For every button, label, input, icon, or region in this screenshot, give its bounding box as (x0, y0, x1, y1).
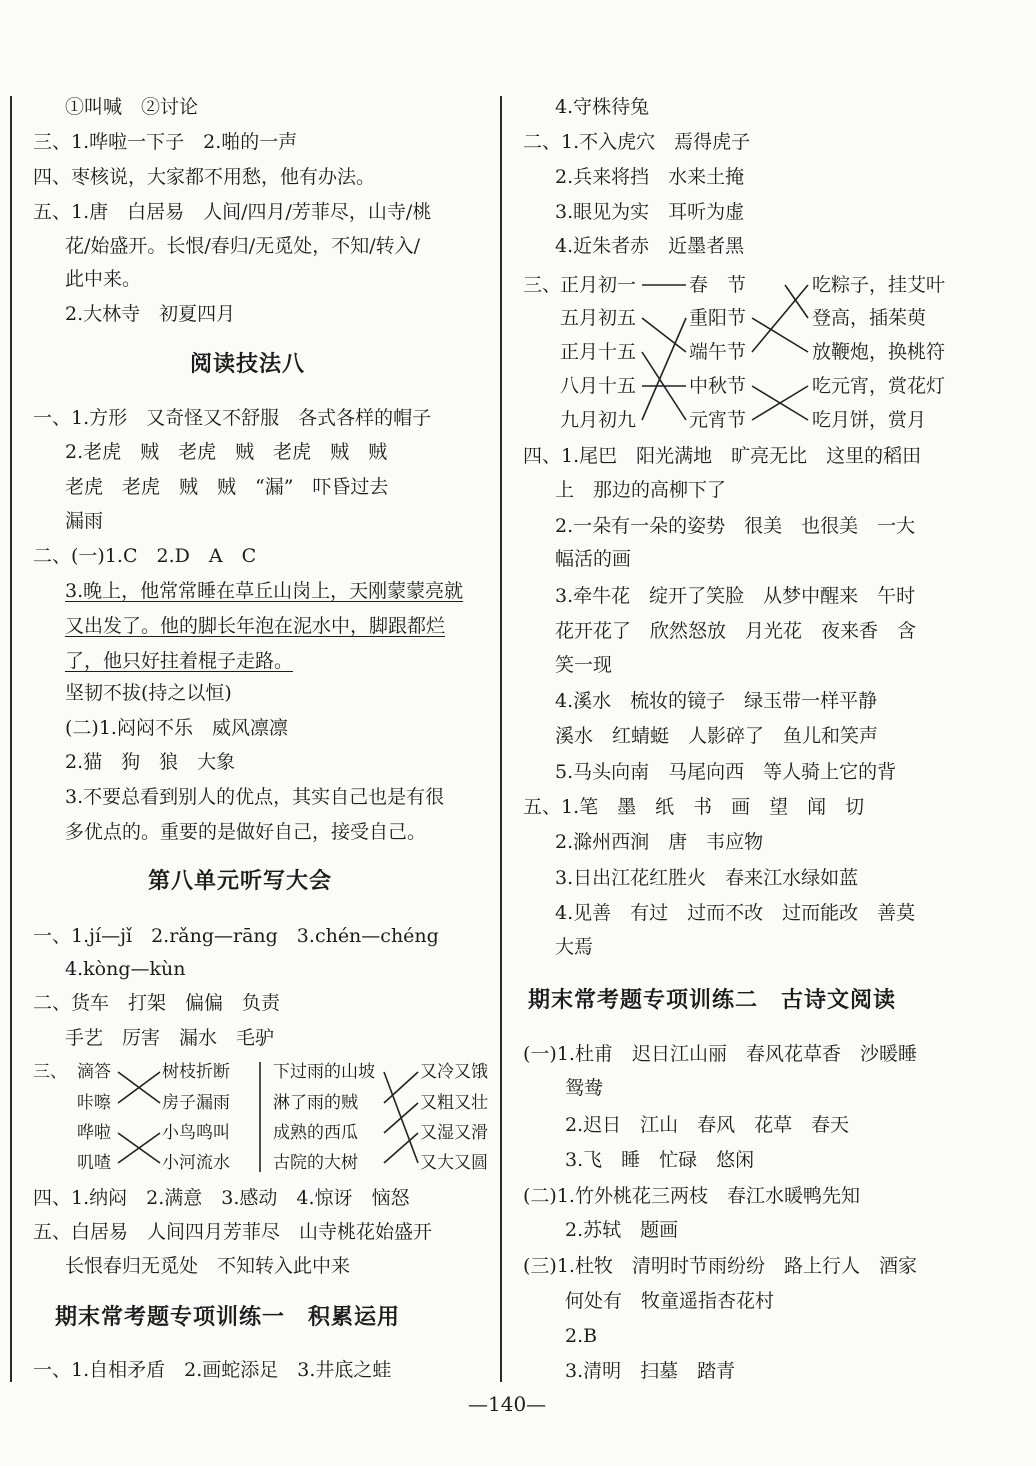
match-subject: 下过雨的山坡 (273, 1062, 375, 1082)
answer-line: 2.老虎 贼 老虎 贼 老虎 贼 贼 (65, 441, 388, 463)
answer-line: 大焉 (555, 936, 594, 958)
match-festival: 端午节 (689, 341, 747, 363)
match-sound: 叽喳 (77, 1153, 111, 1173)
answer-line: 2.一朵有一朵的姿势 很美 也很美 一大 (555, 515, 916, 537)
answer-line: (一)1.杜甫 迟日江山丽 春风花草香 沙暖睡 (523, 1043, 917, 1065)
match-subject: 古院的大树 (273, 1153, 358, 1173)
match-festival: 中秋节 (689, 375, 747, 397)
match-date: 正月十五 (560, 341, 637, 363)
match-prefix: 三、 (523, 274, 562, 296)
answer-line: 四、1.尾巴 阳光满地 旷亮无比 这里的稻田 (523, 445, 922, 467)
answer-line: 3.牵牛花 绽开了笑脸 从梦中醒来 午时 (555, 585, 916, 607)
answer-line: 5.马头向南 马尾向西 等人骑上它的背 (555, 761, 897, 783)
answer-line: 五、1.笔 墨 纸 书 画 望 闻 切 (523, 796, 865, 818)
answer-line: 一、1.方形 又奇怪又不舒服 各式各样的帽子 (33, 407, 432, 429)
answer-line: 五、1.唐 白居易 人间/四月/芳菲尽，山寺/桃 (33, 201, 432, 223)
answer-line: 2.B (565, 1325, 598, 1347)
match-description: 又冷又饿 (420, 1062, 488, 1082)
match-prefix: 三、 (33, 1062, 67, 1082)
answer-line: (二)1.闷闷不乐 威风凛凛 (65, 717, 288, 739)
answer-line: 一、1.自相矛盾 2.画蛇添足 3.井底之蛙 (33, 1359, 392, 1381)
answer-line: 长恨春归无觅处 不知转入此中来 (65, 1255, 351, 1277)
answer-line: 一、1.jí—jǐ 2.rǎng—rāng 3.chén—chéng (33, 925, 439, 947)
match-date: 正月初一 (560, 274, 637, 296)
answer-line: 花开花了 欣然怒放 月光花 夜来香 含 (555, 620, 917, 642)
answer-line: 2.苏轼 题画 (565, 1219, 679, 1241)
answer-line: 漏雨 (65, 510, 104, 532)
answer-line: ①叫喊 ②讨论 (65, 96, 199, 118)
answer-line: 幅活的画 (555, 548, 632, 570)
match-festival: 元宵节 (689, 409, 747, 431)
answer-line: 2.猫 狗 狼 大象 (65, 751, 236, 773)
answer-line: 坚韧不拔(持之以恒) (65, 682, 232, 704)
match-custom: 吃元宵，赏花灯 (812, 375, 946, 397)
answer-line: 二、货车 打架 偏偏 负责 (33, 992, 281, 1014)
page-number: —140— (468, 1392, 547, 1416)
answer-line: 手艺 厉害 漏水 毛驴 (65, 1027, 275, 1049)
answer-line: 四、1.纳闷 2.满意 3.感动 4.惊讶 恼怒 (33, 1187, 410, 1209)
match-custom: 吃粽子，挂艾叶 (812, 274, 946, 296)
section-heading: 阅读技法八 (190, 352, 306, 377)
answer-line: 三、1.哗啦一下子 2.啪的一声 (33, 131, 298, 153)
match-date: 八月十五 (560, 375, 637, 397)
answer-line: 五、白居易 人间四月芳菲尽 山寺桃花始盛开 (33, 1221, 433, 1243)
underlined-answer-line: 了，他只好拄着棍子走路。 (65, 650, 294, 672)
match-festival: 春 节 (689, 274, 747, 296)
match-festival: 重阳节 (689, 307, 747, 329)
match-description: 又湿又滑 (420, 1123, 488, 1143)
match-scene: 小河流水 (162, 1153, 230, 1173)
match-scene: 房子漏雨 (162, 1093, 230, 1113)
answer-line: 3.不要总看到别人的优点，其实自己也是有很 (65, 786, 445, 808)
answer-line: 多优点的。重要的是做好自己，接受自己。 (65, 821, 427, 843)
answer-line: 二、1.不入虎穴 焉得虎子 (523, 131, 751, 153)
answer-line: 鸳鸯 (565, 1077, 604, 1099)
answer-line: 溪水 红蜻蜓 人影碎了 鱼儿和笑声 (555, 725, 879, 747)
answer-line: 3.飞 睡 忙碌 悠闲 (565, 1149, 755, 1171)
match-sound: 咔嚓 (77, 1093, 111, 1113)
match-description: 又大又圆 (420, 1153, 488, 1173)
match-date: 五月初五 (560, 307, 637, 329)
answer-line: (三)1.杜牧 清明时节雨纷纷 路上行人 酒家 (523, 1255, 917, 1277)
underlined-answer-line: 3.晚上，他常常睡在草丘山岗上，天刚蒙蒙亮就 (65, 580, 464, 602)
answer-line: 上 那边的高柳下了 (555, 479, 727, 501)
answer-line: 老虎 老虎 贼 贼 “漏” 吓昏过去 (65, 476, 389, 498)
answer-line: 3.清明 扫墓 踏青 (565, 1360, 736, 1382)
match-sound: 哗啦 (77, 1123, 111, 1143)
answer-line: 4.溪水 梳妆的镜子 绿玉带一样平静 (555, 690, 878, 712)
section-heading: 第八单元听写大会 (148, 869, 333, 894)
match-scene: 小鸟鸣叫 (162, 1123, 230, 1143)
answer-line: 二、(一)1.C 2.D A C (33, 545, 257, 567)
answer-line: 四、枣核说，大家都不用愁，他有办法。 (33, 166, 376, 188)
answer-line: 2.大林寺 初夏四月 (65, 303, 236, 325)
answer-line: 何处有 牧童遥指杏花村 (565, 1290, 775, 1312)
match-custom: 登高，插茱萸 (812, 307, 927, 329)
match-date: 九月初九 (560, 409, 637, 431)
match-scene: 树枝折断 (162, 1062, 230, 1082)
answer-line: (二)1.竹外桃花三两枝 春江水暖鸭先知 (523, 1185, 860, 1207)
match-subject: 淋了雨的贼 (273, 1093, 358, 1113)
answer-line: 此中来。 (65, 268, 142, 290)
answer-line: 4.守株待兔 (555, 96, 650, 118)
answer-line: 2.兵来将挡 水来土掩 (555, 166, 745, 188)
section-heading: 期末常考题专项训练一 积累运用 (55, 1305, 401, 1330)
answer-line: 4.见善 有过 过而不改 过而能改 善莫 (555, 902, 916, 924)
answer-line: 花/始盛开。长恨/春归/无觅处，不知/转入/ (65, 235, 421, 257)
answer-line: 3.日出江花红胜火 春来江水绿如蓝 (555, 867, 859, 889)
match-custom: 吃月饼，赏月 (812, 409, 927, 431)
answer-line: 2.迟日 江山 春风 花草 春天 (565, 1114, 850, 1136)
match-custom: 放鞭炮，换桃符 (812, 341, 946, 363)
section-heading: 期末常考题专项训练二 古诗文阅读 (528, 988, 897, 1013)
answer-line: 2.滁州西涧 唐 韦应物 (555, 831, 764, 853)
underlined-answer-line: 又出发了。他的脚长年泡在泥水中，脚跟都烂 (65, 615, 446, 637)
answer-line: 4.近朱者赤 近墨者黑 (555, 235, 745, 257)
answer-line: 4.kòng—kùn (65, 958, 186, 980)
answer-line: 笑一现 (555, 654, 613, 676)
match-sound: 滴答 (77, 1062, 111, 1082)
answer-line: 3.眼见为实 耳听为虚 (555, 201, 745, 223)
match-subject: 成熟的西瓜 (273, 1123, 358, 1143)
match-description: 又粗又壮 (420, 1093, 488, 1113)
